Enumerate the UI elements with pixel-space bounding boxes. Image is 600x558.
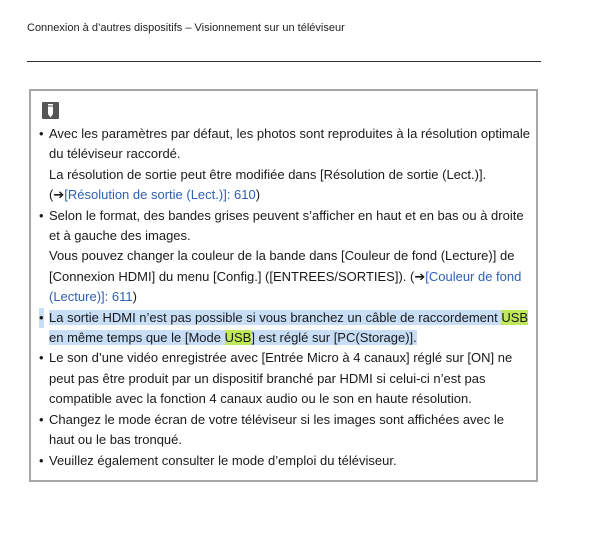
ref-paren: (	[49, 187, 54, 203]
ref-link-resolution-sortie[interactable]: [Résolution de sortie (Lect.)]: 610	[64, 187, 256, 203]
note-text: La résolution de sortie peut être modifiée dans [Résolution de sortie (Lect.)].	[49, 166, 487, 182]
ref-link-couleur-fond[interactable]: [Couleur de fond (Lecture)]: 611	[49, 268, 522, 305]
note-text: Changez le mode écran de votre téléviseur si les images sont affichées avec le haut ou le bas tronqué.	[49, 411, 505, 448]
bullet: •	[39, 308, 44, 328]
header-divider	[27, 61, 541, 62]
arrow-right-icon: ➔	[414, 268, 426, 284]
note-text: ] est réglé sur [PC(Storage)].	[251, 330, 417, 346]
note-text: en même temps que le [Mode	[49, 330, 225, 346]
breadcrumb: Connexion à d’autres dispositifs – Visionnement sur un téléviseur	[27, 22, 345, 34]
note-item	[39, 348, 532, 409]
memo-pencil-icon	[42, 102, 59, 119]
bullet: •	[39, 207, 44, 223]
bullet: •	[39, 350, 44, 366]
note-text: La sortie HDMI n’est pas possible si vous branchez un câble de raccordement	[49, 309, 502, 325]
ref-paren: )	[132, 289, 137, 305]
note-item	[39, 451, 532, 471]
note-box	[29, 89, 538, 482]
bullet: •	[39, 411, 44, 427]
note-item	[39, 410, 532, 451]
note-text: Le son d’une vidéo enregistrée avec [Entrée Micro à 4 canaux] réglé sur [ON] ne peut pas être produit par un dispositif branché par HDMI si celui-ci n’est pas compatible avec la fonction 4 canaux audio ou le son en haute résolution.	[49, 350, 513, 407]
bullet: •	[39, 126, 44, 141]
note-list	[39, 124, 532, 471]
usb-highlight: USB	[224, 330, 252, 346]
note-item	[39, 206, 532, 308]
ref-paren: )	[255, 187, 261, 203]
note-text: Selon le format, des bandes grises peuvent s’afficher en haut et en bas ou à droite et à gauche des images.	[49, 207, 524, 244]
usb-highlight: USB	[501, 309, 529, 325]
note-text: Avec les paramètres par défaut, les photos sont reproduites à la résolution optimale du téléviseur raccordé.	[49, 126, 531, 162]
note-item	[39, 124, 532, 206]
bullet: •	[39, 452, 44, 468]
note-text: Veuillez également consulter le mode d’emploi du téléviseur.	[49, 452, 397, 468]
note-text: Vous pouvez changer la couleur de la bande dans [Couleur de fond (Lecture)] de [Connexion HDMI] du menu [Config.] ([ENTREES/SORTIES]). (	[49, 248, 515, 284]
arrow-right-icon: ➔	[53, 187, 65, 203]
note-item-highlighted	[39, 308, 532, 349]
